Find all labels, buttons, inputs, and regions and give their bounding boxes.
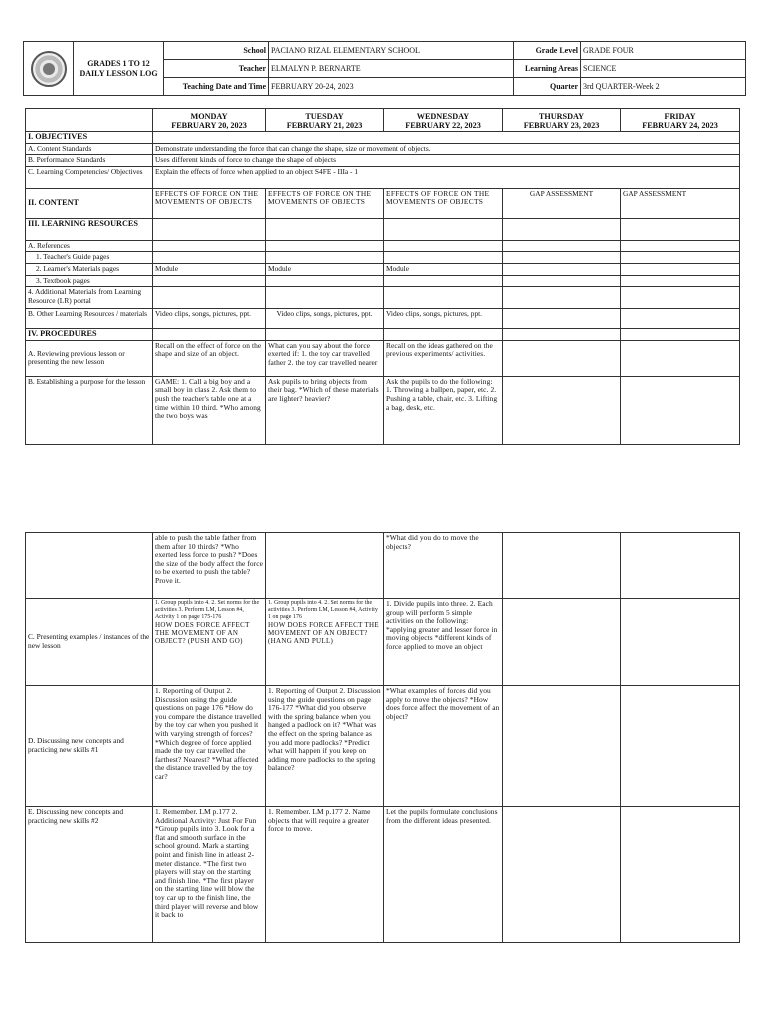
proc-e-tuesday: 1. Remember. LM p.177 2. Name objects that will require a greater force to move.	[266, 807, 384, 943]
performance-standards-value: Uses different kinds of force to change the shape of objects	[153, 155, 740, 167]
teacher-value: ELMALYN P. BERNARTE	[269, 60, 514, 78]
proc-d-tuesday: 1. Reporting of Output 2. Discussion using the guide questions on page 176-177 *What did you observe with the spring balance when you hanged a padlock on it? *What was the effect on the spring balance as you add more padlocks? *Predict what will happen if you keep on adding more padlocks to the spring balance?	[266, 686, 384, 807]
proc-b-wednesday-cont: *What did you do to move the objects?	[384, 533, 503, 599]
grade-value: GRADE FOUR	[581, 42, 746, 60]
content-tuesday: EFFECTS OF FORCE ON THE MOVEMENTS OF OBJECTS	[266, 188, 384, 218]
learners-materials-label: 2. Learner's Materials pages	[26, 263, 153, 275]
day-friday: FRIDAY FEBRUARY 24, 2023	[621, 109, 740, 132]
proc-a-tuesday: What can you say about the force exerted if: 1. the toy car travelled father 2. the toy car travelled nearer	[266, 340, 384, 376]
school-value: PACIANO RIZAL ELEMENTARY SCHOOL	[269, 42, 514, 60]
other-monday: Video clips, songs, pictures, ppt.	[153, 309, 266, 329]
day-thursday: THURSDAY FEBRUARY 23, 2023	[503, 109, 621, 132]
day-monday: MONDAY FEBRUARY 20, 2023	[153, 109, 266, 132]
proc-e-monday: 1. Remember. LM p.177 2. Additional Activity: Just For Fun *Group pupils into 3. Look for a flat and smooth surface in the school ground. Mark a starting point and finish line in atleast 2-meter distance. *The first two players will stay on the starting and finish line. *The first player on the starting line will blow the toy car up to the finish line, the third player will reverse and blow it back to	[153, 807, 266, 943]
day-tuesday: TUESDAY FEBRUARY 21, 2023	[266, 109, 384, 132]
proc-c-monday: 1. Group pupils into 4. 2. Set norms for the activities 3. Perform LM, Lesson #4, Activity 1 on page 175-176 HOW DOES FORCE AFFECT THE MOVEMENT OF AN OBJECT? (PUSH AND GO)	[153, 599, 266, 686]
proc-e-wednesday: Let the pupils formulate conclusions from the different ideas presented.	[384, 807, 503, 943]
proc-c-wednesday: 1. Divide pupils into three. 2. Each group will perform 5 simple activities on the following: *applying greater and lesser force in moving objects *different kinds of force applied to move an object	[384, 599, 503, 686]
textbook-label: 3. Textbook pages	[26, 275, 153, 287]
proc-d-monday: 1. Reporting of Output 2. Discussion using the guide questions on page 176 *How do you compare the distance travelled by the toy car when you pushed it with varying strength of forces? *Which degree of force applied made the toy car travelled the farthest? Nearest? *What affected the distance travelled by the toy car?	[153, 686, 266, 807]
proc-b-label: B. Establishing a purpose for the lesson	[26, 376, 153, 444]
proc-b-monday: GAME: 1. Call a big boy and a small boy in class 2. Ask them to push the teacher's table one at a time within 10 third. *Who among the two boys was	[153, 376, 266, 444]
competencies-value: Explain the effects of force when applied to an object S4FE - IIIa - 1	[153, 166, 740, 188]
dll-title: GRADES 1 TO 12 DAILY LESSON LOG	[74, 42, 164, 96]
proc-b-tuesday: Ask pupils to bring objects from their bag. *Which of these materials are lighter? heavier?	[266, 376, 384, 444]
proc-c-label: C. Presenting examples / instances of the new lesson	[26, 599, 153, 686]
lm-monday: Module	[153, 263, 266, 275]
school-label: School	[164, 42, 269, 60]
performance-standards-label: B. Performance Standards	[26, 155, 153, 167]
content-thursday: GAP ASSESSMENT	[503, 188, 621, 218]
proc-b-wednesday: Ask the pupils to do the following: 1. Throwing a ballpen, paper, etc. 2. Pushing a table, chair, etc. 3. Lifting a bag, desk, etc.	[384, 376, 503, 444]
objectives-heading: I. OBJECTIVES	[26, 132, 153, 144]
content-heading: II. CONTENT	[26, 188, 153, 218]
content-standards-value: Demonstrate understanding the force that can change the shape, size or movement of objects.	[153, 143, 740, 155]
content-standards-label: A. Content Standards	[26, 143, 153, 155]
deped-seal	[24, 42, 74, 96]
header-table	[23, 41, 746, 96]
proc-a-monday: Recall on the effect of force on the shape and size of an object.	[153, 340, 266, 376]
lm-wednesday: Module	[384, 263, 503, 275]
competencies-label: C. Learning Competencies/ Objectives	[26, 166, 153, 188]
area-label: Learning Areas	[514, 60, 581, 78]
day-wednesday: WEDNESDAY FEBRUARY 22, 2023	[384, 109, 503, 132]
lesson-grid-page2	[25, 532, 740, 943]
proc-e-label: E. Discussing new concepts and practicing new skills #2	[26, 807, 153, 943]
content-monday: EFFECTS OF FORCE ON THE MOVEMENTS OF OBJECTS	[153, 188, 266, 218]
grade-label: Grade Level	[514, 42, 581, 60]
proc-d-label: D. Discussing new concepts and practicing new skills #1	[26, 686, 153, 807]
lm-tuesday: Module	[266, 263, 384, 275]
proc-a-label: A. Reviewing previous lesson or presenting the new lesson	[26, 340, 153, 376]
lesson-grid-page1	[25, 108, 740, 445]
lr-portal-label: 4. Additional Materials from Learning Resource (LR) portal	[26, 287, 153, 309]
quarter-value: 3rd QUARTER-Week 2	[581, 78, 746, 96]
proc-d-wednesday: *What examples of forces did you apply to move the objects? *How does force affect the movement of an object?	[384, 686, 503, 807]
date-value: FEBRUARY 20-24, 2023	[269, 78, 514, 96]
procedures-heading: IV. PROCEDURES	[26, 329, 153, 341]
quarter-label: Quarter	[514, 78, 581, 96]
content-wednesday: EFFECTS OF FORCE ON THE MOVEMENTS OF OBJECTS	[384, 188, 503, 218]
teachers-guide-label: 1. Teacher's Guide pages	[26, 252, 153, 264]
area-value: SCIENCE	[581, 60, 746, 78]
teacher-label: Teacher	[164, 60, 269, 78]
proc-a-wednesday: Recall on the ideas gathered on the previous experiments/ activities.	[384, 340, 503, 376]
other-resources-label: B. Other Learning Resources / materials	[26, 309, 153, 329]
proc-b-monday-cont: able to push the table father from them after 10 thirds? *Who exerted less force to push? *Does the size of the body affect the force to be exerted to push the table? Prove it.	[153, 533, 266, 599]
references-label: A. References	[26, 240, 153, 252]
other-tuesday: Video clips, songs, pictures, ppt.	[266, 309, 384, 329]
resources-heading: III. LEARNING RESOURCES	[26, 218, 153, 240]
date-label: Teaching Date and Time	[164, 78, 269, 96]
other-wednesday: Video clips, songs, pictures, ppt.	[384, 309, 503, 329]
proc-c-tuesday: 1. Group pupils into 4. 2. Set norms for the activities 3. Perform LM, Lesson #4, Activity 1 on page 176 HOW DOES FORCE AFFECT THE MOVEMENT OF AN OBJECT? (HANG AND PULL)	[266, 599, 384, 686]
content-friday: GAP ASSESSMENT	[621, 188, 740, 218]
